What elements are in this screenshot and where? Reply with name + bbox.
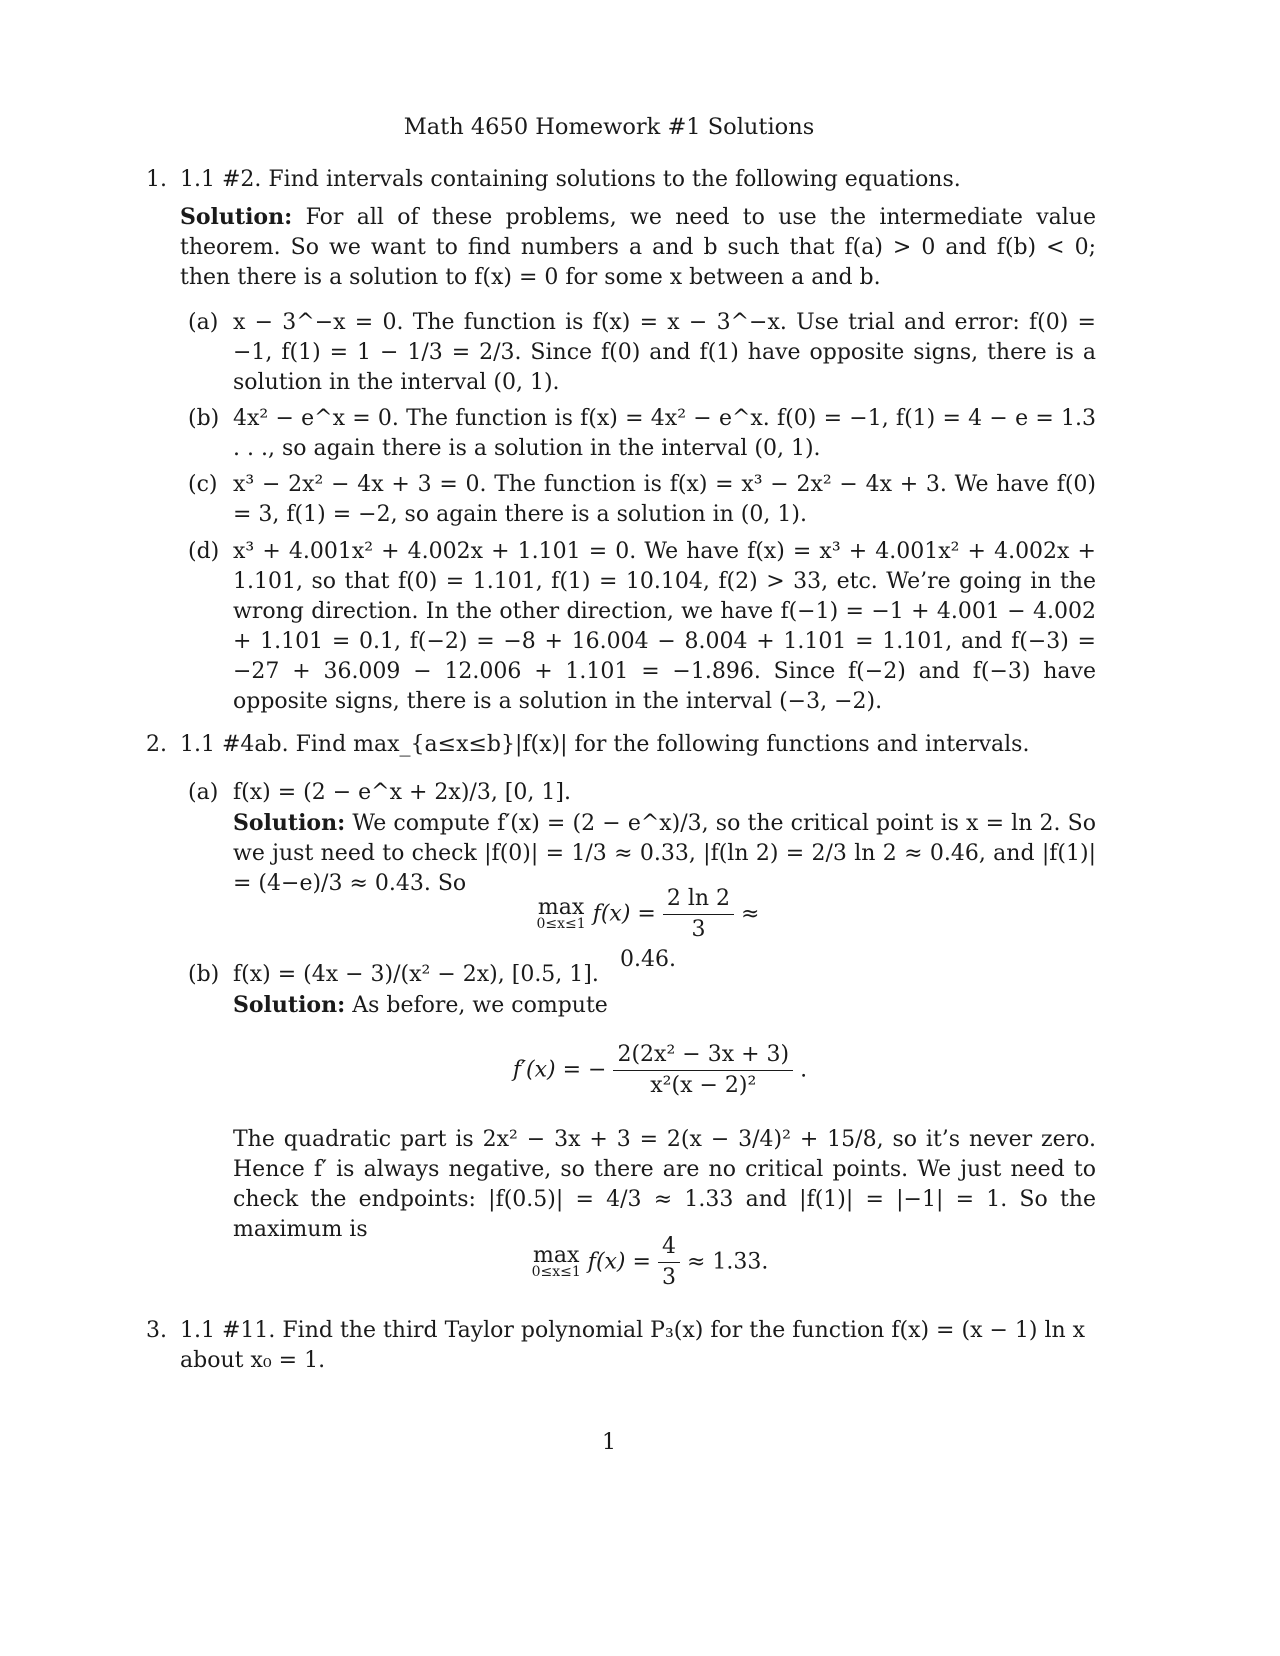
max-operator: max 0≤x≤1	[536, 894, 586, 932]
equation-rhs: ≈ 1.33.	[686, 1249, 769, 1275]
part-label: (c)	[188, 472, 218, 497]
part-label: (b)	[188, 406, 220, 431]
part-label: (a)	[188, 780, 219, 805]
max-operator: max 0≤x≤1	[531, 1242, 581, 1280]
equation-lhs: f(x) =	[592, 901, 656, 927]
part-text: 4x² − e^x = 0. The function is f(x) = 4x² − e^x. f(0) = −1, f(1) = 4 − e = 1.3 . . ., so again there is a solution in the interval (0, 1).	[233, 406, 1096, 461]
problem-number: 1.	[146, 167, 167, 192]
part-text: The quadratic part is 2x² − 3x + 3 = 2(x − 3/4)² + 15/8, so it’s never zero. Hence f′ is always negative, so there are no critical points. We just need to check the endpoints: |f(0.5)| = 4/3 ≈ 1.33 and |f(1)| = |−1| = 1. So the maximum is	[233, 1127, 1096, 1242]
part-label: (a)	[188, 310, 219, 335]
fraction: $\frac{\text{2(2x² − 3x + 3)}}{\text{x²(x − 2)²}}$	[613, 1040, 793, 1101]
part-label: (b)	[188, 962, 220, 987]
problem-2-part-b-continued	[188, 1125, 1096, 1245]
page-number: 1	[602, 1430, 616, 1455]
problem-2-part-a	[188, 778, 1096, 899]
problem-2	[146, 730, 1096, 760]
part-statement: f(x) = (2 − e^x + 2x)/3, [0, 1].	[233, 780, 571, 805]
fraction: $\frac{2 \ln 2}{3}$	[663, 884, 734, 945]
problem-1-part-d	[188, 537, 1096, 717]
display-equation-derivative	[500, 1040, 820, 1101]
part-label: (d)	[188, 539, 220, 564]
problem-1	[146, 165, 1096, 195]
equation-rhs: ≈ 0.46.	[620, 901, 760, 972]
problem-statement: 1.1 #4ab. Find max_{a≤x≤b}|f(x)| for the following functions and intervals.	[180, 732, 1030, 757]
part-text: x − 3^−x = 0. The function is f(x) = x − 3^−x. Use trial and error: f(0) = −1, f(1) = 1 − 1/3 = 2/3. Since f(0) and f(1) have opposite signs, there is a solution in the interval (0, 1).	[233, 310, 1096, 395]
problem-2-part-b	[188, 960, 1096, 1021]
problem-1-part-c	[188, 470, 1096, 530]
solution-text: As before, we compute	[352, 993, 608, 1018]
problem-1-part-b	[188, 404, 1096, 464]
solution-label: Solution:	[233, 810, 346, 836]
part-text: x³ + 4.001x² + 4.002x + 1.101 = 0. We have f(x) = x³ + 4.001x² + 4.002x + 1.101, so that f(0) = 1.101, f(1) = 10.104, f(2) > 33, etc. We’re going in the wrong direction. In the other direction, we have f(−1) = −1 + 4.001 − 4.002 + 1.101 = 0.1, f(−2) = −8 + 16.004 − 8.004 + 1.101 = 1.101, and f(−3) = −27 + 36.009 − 12.006 + 1.101 = −1.896. Since f(−2) and f(−3) have opposite signs, there is a solution in the interval (−3, −2).	[233, 539, 1096, 714]
fraction: $\frac{4}{3}$	[658, 1232, 680, 1293]
part-statement: f(x) = (4x − 3)/(x² − 2x), [0.5, 1].	[233, 962, 599, 987]
problem-1-part-a	[188, 308, 1096, 398]
equation-lhs: f(x) =	[587, 1249, 651, 1275]
display-equation-max-b	[520, 1232, 780, 1293]
solution-label: Solution:	[180, 204, 293, 230]
equation-lhs: f′(x) = −	[512, 1057, 607, 1083]
problem-1-solution	[180, 202, 1096, 293]
part-text: x³ − 2x² − 4x + 3 = 0. The function is f(x) = x³ − 2x² − 4x + 3. We have f(0) = 3, f(1) = −2, so again there is a solution in (0, 1).	[233, 472, 1096, 527]
solution-text: We compute f′(x) = (2 − e^x)/3, so the critical point is x = ln 2. So we just need to check |f(0)| = 1/3 ≈ 0.33, |f(ln 2) = 2/3 ln 2 ≈ 0.46, and |f(1)| = (4−e)/3 ≈ 0.43. So	[233, 811, 1096, 896]
problem-3	[146, 1316, 1096, 1376]
solution-label: Solution:	[233, 992, 346, 1018]
problem-number: 3.	[146, 1318, 167, 1343]
problem-number: 2.	[146, 732, 167, 757]
solution-text: For all of these problems, we need to use the intermediate value theorem. So we want to find numbers a and b such that f(a) > 0 and f(b) < 0; then there is a solution to f(x) = 0 for some x between a and b.	[180, 205, 1096, 290]
problem-statement: 1.1 #11. Find the third Taylor polynomial P₃(x) for the function f(x) = (x − 1) ln x about x₀ = 1.	[180, 1318, 1086, 1373]
equation-rhs: .	[800, 1057, 808, 1083]
problem-statement: 1.1 #2. Find intervals containing solutions to the following equations.	[180, 167, 961, 192]
page-title: Math 4650 Homework #1 Solutions	[403, 114, 815, 140]
